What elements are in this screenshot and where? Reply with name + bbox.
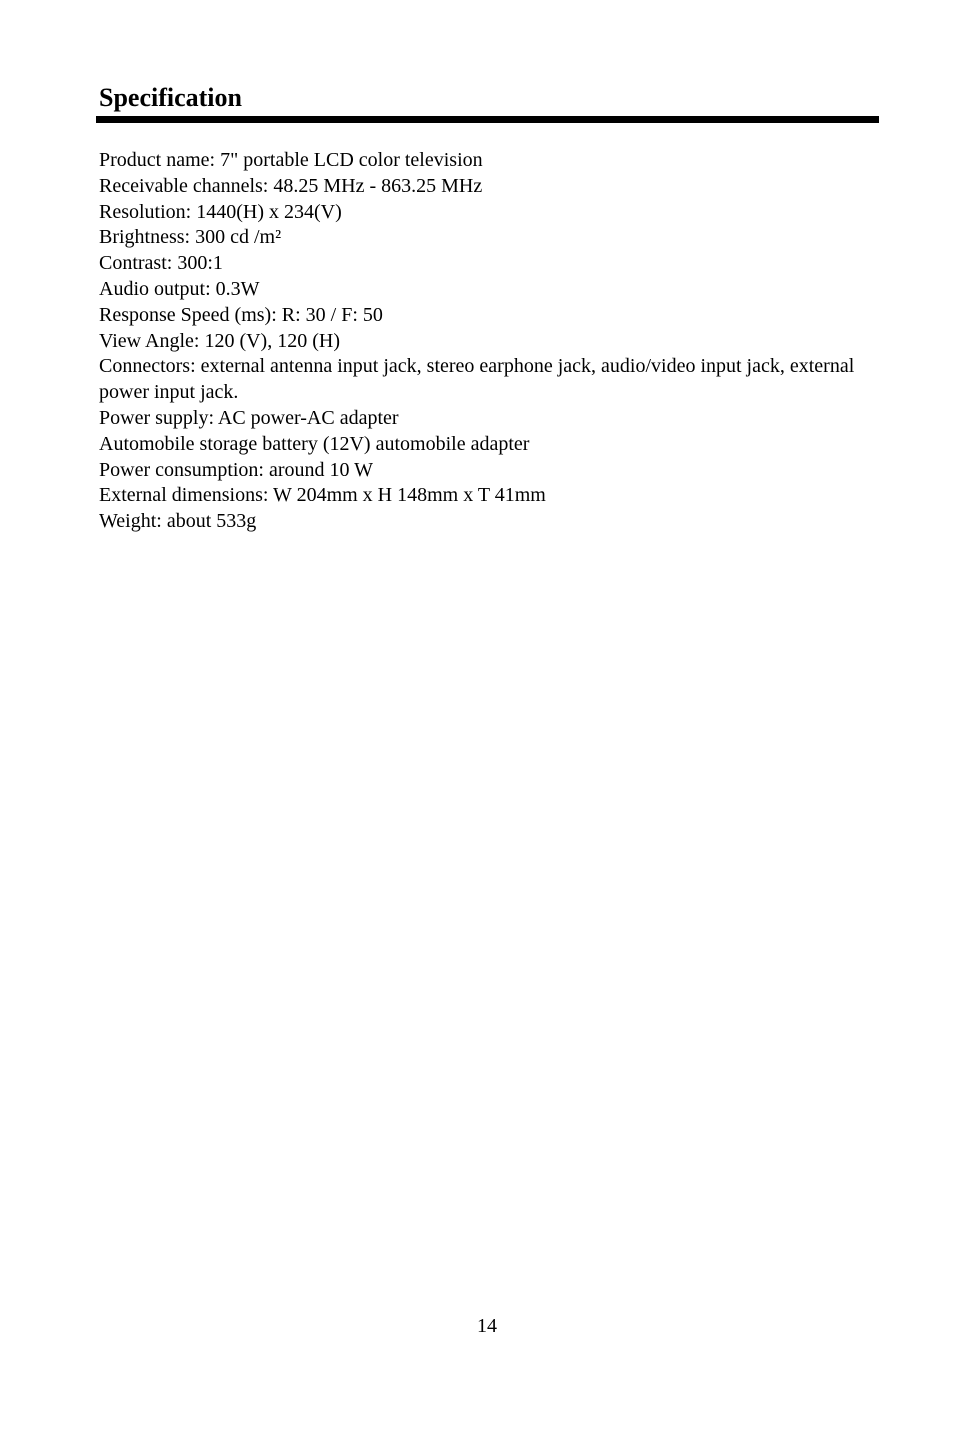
spec-power-supply: Power supply: AC power-AC adapter <box>99 406 399 429</box>
spec-automobile-adapter: Automobile storage battery (12V) automobile adapter <box>99 432 530 455</box>
spec-list <box>99 148 869 535</box>
spec-response-speed: Response Speed (ms): R: 30 / F: 50 <box>99 303 383 326</box>
spec-contrast: Contrast: 300:1 <box>99 252 223 275</box>
page-title: Specification <box>99 83 242 112</box>
spec-audio-output: Audio output: 0.3W <box>99 277 260 300</box>
spec-resolution: Resolution: 1440(H) x 234(V) <box>99 200 342 223</box>
spec-weight: Weight: about 533g <box>99 510 257 533</box>
title-divider <box>96 116 879 123</box>
spec-power-consumption: Power consumption: around 10 W <box>99 458 374 481</box>
spec-view-angle: View Angle: 120 (V), 120 (H) <box>99 329 340 352</box>
spec-product-name: Product name: 7" portable LCD color television <box>99 149 483 171</box>
spec-connectors: Connectors: external antenna input jack, stereo earphone jack, audio/video input jack, external power input jack. <box>99 355 855 404</box>
spec-receivable-channels: Receivable channels: 48.25 MHz - 863.25 MHz <box>99 174 483 197</box>
page-number: 14 <box>477 1315 497 1337</box>
spec-brightness: Brightness: 300 cd /m² <box>99 226 282 249</box>
spec-external-dimensions: External dimensions: W 204mm x H 148mm x T 41mm <box>99 484 546 507</box>
